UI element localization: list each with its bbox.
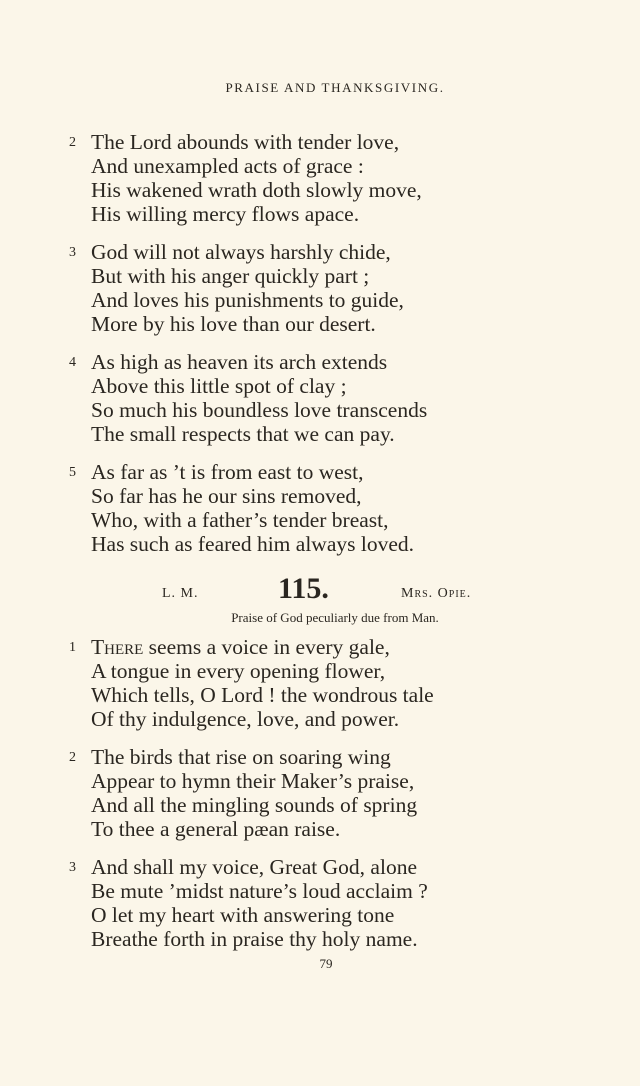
verse-line: God will not always harshly chide,: [91, 240, 391, 264]
stanza-number: 3: [69, 245, 76, 260]
verse-line: Has such as feared him always loved.: [91, 532, 414, 556]
stanza-number: 3: [69, 860, 76, 875]
verse-line: Of thy indulgence, love, and power.: [91, 707, 400, 731]
verse-line: Which tells, O Lord ! the wondrous tale: [91, 683, 434, 707]
stanza-number: 5: [69, 465, 76, 480]
verse-line: To thee a general pæan raise.: [91, 817, 341, 841]
page-number: 79: [319, 956, 333, 971]
verse-line: A tongue in every opening flower,: [91, 659, 386, 683]
verse-line: And all the mingling sounds of spring: [91, 793, 418, 817]
hymn-heading: [0, 572, 640, 606]
stanza-number: 4: [69, 355, 76, 370]
verse-line: But with his anger quickly part ;: [91, 264, 370, 288]
verse-line: The small respects that we can pay.: [91, 422, 395, 446]
verse-line-first: [91, 635, 390, 659]
hymn-meter: L. M.: [162, 586, 199, 601]
drop-word: There: [91, 635, 144, 659]
stanza-number: 2: [69, 750, 76, 765]
verse-line: The birds that rise on soaring wing: [91, 745, 391, 769]
stanza-number: 1: [69, 640, 76, 655]
verse-line: His willing mercy flows apace.: [91, 202, 360, 226]
verse-line: Be mute ’midst nature’s loud acclaim ?: [91, 879, 428, 903]
verse-line: Breathe forth in praise thy holy name.: [91, 927, 418, 951]
stanza-number: 2: [69, 135, 76, 150]
verse-line: And unexampled acts of grace :: [91, 154, 364, 178]
verse-line: O let my heart with answering tone: [91, 903, 395, 927]
running-head: PRAISE AND THANKSGIVING.: [225, 80, 445, 95]
hymn-author: Mrs. Opie.: [401, 586, 472, 601]
verse-line: Appear to hymn their Maker’s praise,: [91, 769, 415, 793]
hymn-subtitle: Praise of God peculiarly due from Man.: [231, 610, 439, 625]
verse-line: More by his love than our desert.: [91, 312, 376, 336]
verse-line: Who, with a father’s tender breast,: [91, 508, 389, 532]
verse-line: So far has he our sins removed,: [91, 484, 362, 508]
verse-line: The Lord abounds with tender love,: [91, 130, 400, 154]
verse-line: As far as ’t is from east to west,: [91, 460, 364, 484]
verse-line: Above this little spot of clay ;: [91, 374, 347, 398]
hymn-number: 115.: [278, 572, 329, 605]
verse-line: His wakened wrath doth slowly move,: [91, 178, 422, 202]
verse-line: And shall my voice, Great God, alone: [91, 855, 417, 879]
verse-line: As high as heaven its arch extends: [91, 350, 388, 374]
verse-line: And loves his punishments to guide,: [91, 288, 404, 312]
verse-line: So much his boundless love transcends: [91, 398, 428, 422]
verse-line-rest: seems a voice in every gale,: [143, 635, 390, 659]
